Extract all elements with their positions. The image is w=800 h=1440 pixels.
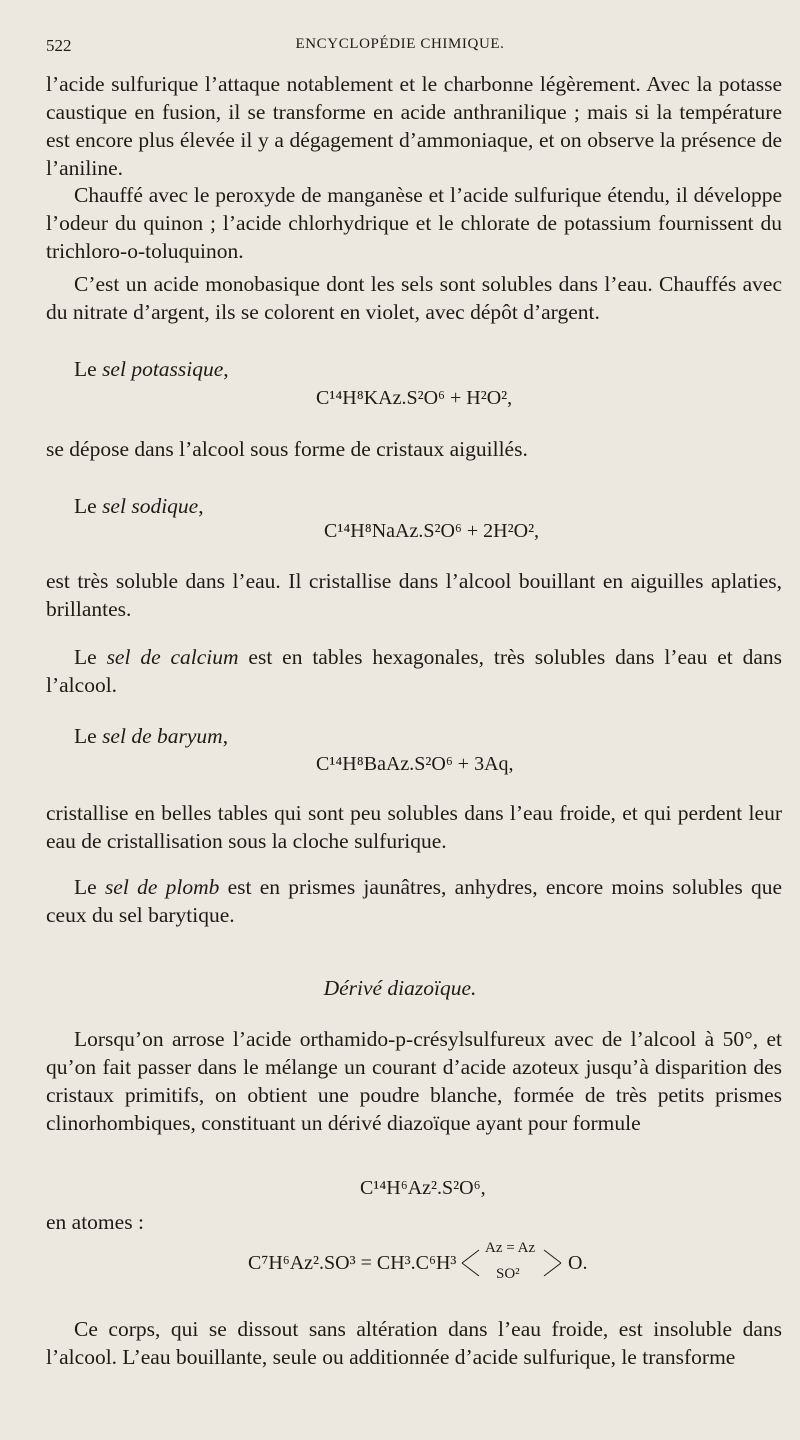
atomic-formula-so2-group: SO² <box>496 1266 520 1282</box>
salt-lead-paragraph: Le sel de plomb est en prismes jaunâtres, anhydres, encore moins solubles que ceux du sel barytique. <box>46 875 783 927</box>
salt-potassium-text: se dépose dans l’alcool sous forme de cristaux aiguillés. <box>46 437 528 461</box>
section-title: Dérivé diazoïque. <box>323 976 477 1000</box>
atomic-formula <box>248 1240 608 1286</box>
salt-barium-name: sel de baryum <box>102 724 223 748</box>
salt-sodium-text: est très soluble dans l’eau. Il cristallise dans l’alcool bouillant en aiguilles aplaties, brillantes. <box>46 569 782 621</box>
paragraph-reactions: l’acide sulfurique l’attaque notablement et le charbonne légèrement. Avec la potasse caustique en fusion, il se transforme en acide anthranilique ; mais si la température est encore plus élevée il y a dégagement d’ammoniaque, et on observe la présence de l’aniline. <box>46 72 782 180</box>
paragraph-diazo-preparation: Lorsqu’on arrose l’acide orthamido-p-crésylsulfureux avec de l’alcool à 50°, et qu’on fait passer dans le mélange un courant d’acide azoteux jusqu’à disparition des cristaux primitifs, on obtient une poudre blanche, formée de très petits prismes clinorhombiques, constituant un dérivé diazoïque ayant pour formule <box>46 1027 782 1135</box>
formula-sodium-salt: C¹⁴H⁸NaAz.S²O⁶ + 2H²O², <box>324 520 540 542</box>
atomic-formula-main: C⁷H⁶Az².SO³ = CH³.C⁶H³ <box>248 1252 457 1274</box>
atomic-formula-oxygen: O. <box>568 1252 588 1274</box>
running-title: ENCYCLOPÉDIE CHIMIQUE. <box>295 36 505 52</box>
formula-diazo-derivative: C¹⁴H⁶Az².S²O⁶, <box>360 1177 486 1199</box>
en-atomes-label: en atomes : <box>46 1210 144 1234</box>
salt-lead-name: sel de plomb <box>104 875 220 899</box>
paragraph-oxidation: Chauffé avec le peroxyde de manganèse et l’acide sulfurique étendu, il développe l’odeur du quinon ; l’acide chlorhydrique et le chlorate de potassium fournissent du trichloro-o-toluquinon. <box>46 183 782 263</box>
salt-potassium-heading: Le sel potassique, <box>74 357 229 381</box>
salt-sodium-heading: Le sel sodique, <box>74 494 204 518</box>
salt-barium-text: cristallise en belles tables qui sont peu solubles dans l’eau froide, et qui perdent leur eau de cristallisation sous la cloche sulfurique. <box>46 801 782 853</box>
page-number: 522 <box>46 36 72 55</box>
salt-potassium-name: sel potassique <box>102 357 224 381</box>
paragraph-salts-intro: C’est un acide monobasique dont les sels sont solubles dans l’eau. Chauffés avec du nitrate d’argent, ils se colorent en violet, avec dépôt d’argent. <box>46 272 782 324</box>
formula-potassium-salt: C¹⁴H⁸KAz.S²O⁶ + H²O², <box>316 387 513 409</box>
salt-calcium-paragraph: Le sel de calcium est en tables hexagonales, très solubles dans l’eau et dans l’alcool. <box>46 645 783 697</box>
salt-barium-heading: Le sel de baryum, <box>74 724 229 748</box>
salt-calcium-name: sel de calcium <box>106 645 239 669</box>
salt-sodium-name: sel sodique <box>102 494 199 518</box>
paragraph-properties: Ce corps, qui se dissout sans altération dans l’eau froide, est insoluble dans l’alcool. L’eau bouillante, seule ou additionnée d’acide sulfurique, le transforme <box>46 1317 782 1369</box>
formula-barium-salt: C¹⁴H⁸BaAz.S²O⁶ + 3Aq, <box>316 753 514 775</box>
atomic-formula-azo-group: Az = Az <box>485 1240 536 1256</box>
page-header <box>46 36 754 60</box>
